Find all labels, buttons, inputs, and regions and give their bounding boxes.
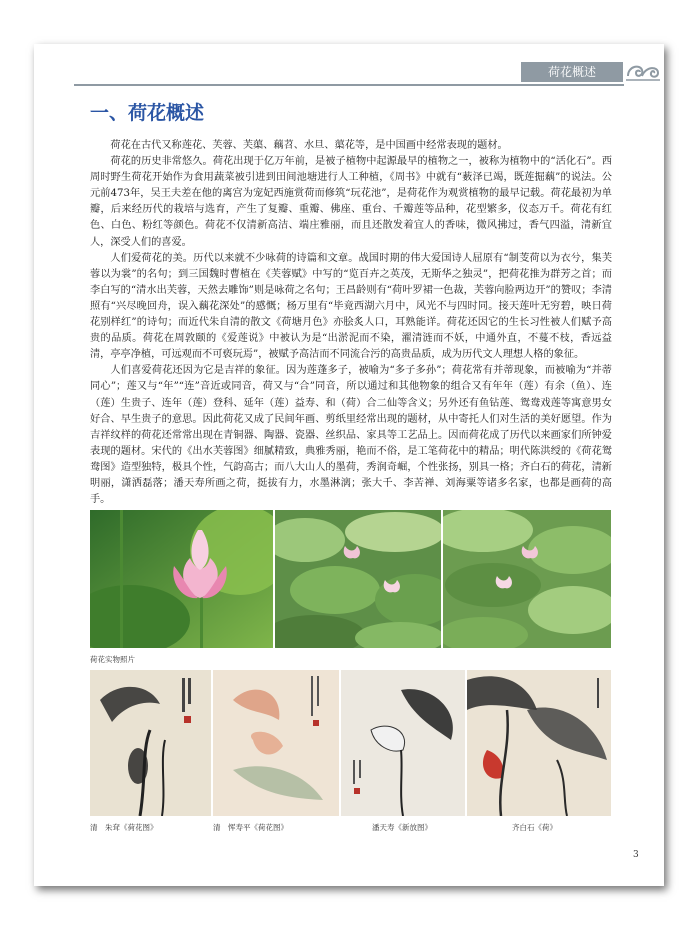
painting-pan-tianshou	[341, 670, 465, 816]
painting-yun-shouping	[213, 670, 339, 816]
lotus-photo-closeup	[90, 510, 273, 648]
article-body	[90, 138, 612, 508]
cloud-scroll-ornament-icon	[624, 56, 662, 84]
painting-caption: 齐白石《荷》	[512, 823, 557, 832]
section-title: 一、荷花概述	[90, 102, 205, 124]
lotus-photo-field	[443, 510, 611, 648]
photo-caption: 荷花实物照片	[90, 655, 135, 664]
chapter-header-tab: 荷花概述	[521, 62, 623, 82]
paragraph: 荷花的历史非常悠久。荷花出现于亿万年前，是被子植物中起源最早的植物之一，被称为植物中的“活化石”。西周时野生荷花开始作为食用蔬菜被引进到田间池塘进行人工种植，《周书》中就有“薮泽已竭，既莲掘藕”的说法。公元前473年，吴王夫差在他的离宫为宠妃西施赏荷而修筑“玩花池”，是荷花作为观赏植物的最早记载。荷花最初为单瓣，后来经历代的栽培与选育，产生了复瓣、重瓣、佛座、重台、千瓣莲等品种，花型繁多，仪态万千。荷花有红色、白色、粉红等颜色。荷花不仅清新高洁、端庄雅丽，而且还散发着宜人的香味，微风拂过，香气四溢，清新宜人，深受人们的喜爱。	[90, 156, 612, 248]
page-number: 3	[633, 850, 639, 860]
book-page	[34, 44, 664, 886]
painting-caption: 潘天寿《新放图》	[372, 823, 432, 832]
painting-zhu-da	[90, 670, 211, 816]
paragraph: 人们喜爱荷花还因为它是吉祥的象征。因为莲蓬多子，被喻为“多子多孙”；荷花常有并蒂现象，而被喻为“并蒂同心”；莲又与“年”“连”音近或同音，荷又与“合”同音，所以通过和其他物象的组合又有年年（莲）有余（鱼）、连（莲）生贵子、连年（莲）登科、延年（莲）益寿、和（荷）合二仙等含义；另外还有鱼钻莲、鸳鸯戏莲等寓意男女好合、早生贵子的意思。因此荷花又成了民间年画、剪纸里经常出现的题材，从中寄托人们对生活的美好愿望。作为吉祥纹样的荷花还常常出现在青铜器、陶器、瓷器、丝织品、家具等工艺品上。因而荷花成了历代以来画家们所钟爱表现的题材。宋代的《出水芙蓉图》细腻精致，典雅秀丽，艳而不俗，是工笔荷花中的精品；明代陈洪绶的《荷花鸳鸯图》造型独特，极具个性，气韵高古；而八大山人的墨荷，秀润奇崛，个性张扬，别具一格；齐白石的荷花，清新明丽，潇洒磊落；潘天寿所画之荷，挺拔有力，水墨淋漓；张大千、李苦禅、刘海粟等诸多名家，也都是画荷的高手。	[90, 365, 612, 506]
painting-caption: 清 恽寿平《荷花图》	[213, 823, 288, 832]
header-rule	[74, 84, 624, 86]
paragraph: 荷花在古代又称莲花、芙蓉、芙蕖、藕苕、水旦、蕖花等，是中国画中经常表现的题材。	[110, 140, 508, 151]
painting-qi-baishi	[467, 670, 611, 816]
paragraph: 人们爱荷花的美。历代以来就不少咏荷的诗篇和文章。战国时期的伟大爱国诗人屈原有“制芰荷以为衣兮，集芙蓉以为裳”的名句；到三国魏时曹植在《芙蓉赋》中写的“览百卉之英茂，无斯华之独灵”，把荷花推为群芳之首；而李白写的“清水出芙蓉，天然去雕饰”则是咏荷之名句；王昌龄则有“荷叶罗裙一色裁，芙蓉向脸两边开”的赞叹；李清照有“兴尽晚回舟，误入藕花深处”的感慨；杨万里有“毕竟西湖六月中，风光不与四时同。接天莲叶无穷碧，映日荷花别样红”的诗句；而近代朱自清的散文《荷塘月色》亦脍炙人口，耳熟能详。荷花还因它的生长习性被人们赋予高贵的品质。荷花在周敦颐的《爱莲说》中被认为是“出淤泥而不染，濯清涟而不妖，中通外直，不蔓不枝，香远益清，亭亭净植，可远观而不可亵玩焉”，被赋予高洁而不同流合污的高贵品质，成为历代文人理想人格的象征。	[90, 252, 612, 361]
lotus-photo-pond	[275, 510, 441, 648]
painting-caption: 清 朱耷《荷花图》	[90, 823, 158, 832]
